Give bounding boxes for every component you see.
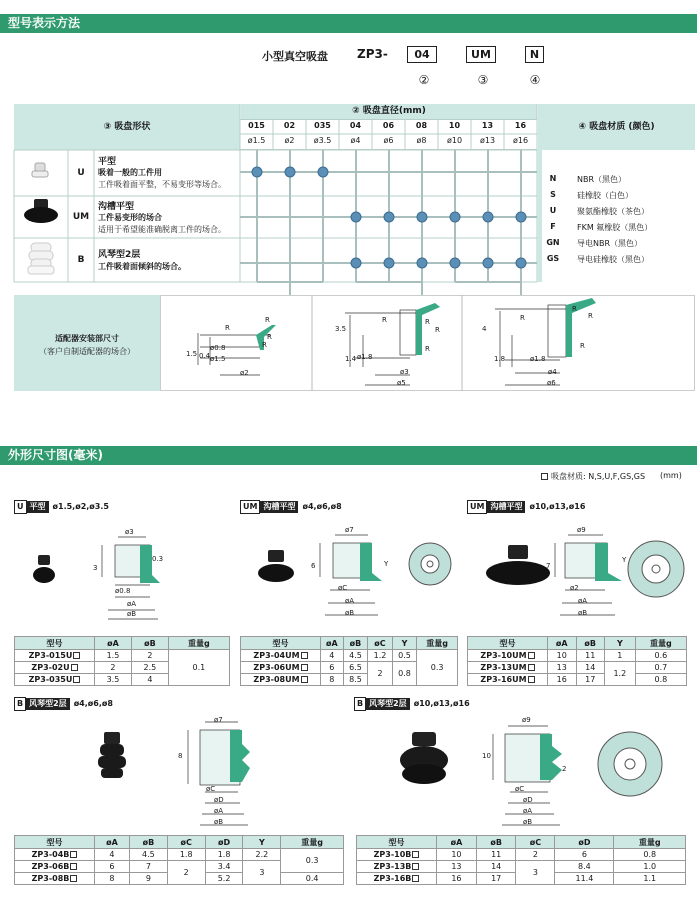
cell: 3 <box>516 861 555 885</box>
type-code-u: U <box>77 168 85 178</box>
cell: 0.4 <box>281 873 344 885</box>
cell: 5.2 <box>205 873 243 885</box>
mat-name-u: 聚氨酯橡胶（茶色） <box>577 207 649 216</box>
cell: 4.5 <box>129 849 167 861</box>
b2-dc: øC <box>515 785 525 793</box>
cup-photo-b-large <box>400 732 448 784</box>
a3-h4: 4 <box>482 325 487 333</box>
size-06: 06 <box>382 121 395 130</box>
th: øB <box>343 637 368 650</box>
cup-photo-u <box>33 555 55 583</box>
cell: 9 <box>129 873 167 885</box>
mat-code-gn: GN <box>546 238 560 247</box>
checkbox[interactable] <box>528 676 535 683</box>
top-view-b-large <box>598 732 662 796</box>
diam-6: ø6 <box>383 136 394 145</box>
cup-icon-b <box>28 243 54 274</box>
th: 重量g <box>614 836 686 849</box>
a1-d2: ø2 <box>240 369 249 377</box>
th: øD <box>555 836 614 849</box>
um1-h6: 6 <box>311 562 316 570</box>
cell: 0.3 <box>281 849 344 873</box>
material-list <box>537 150 695 282</box>
size-08: 08 <box>415 121 428 130</box>
a3-d4: ø4 <box>548 368 557 376</box>
mat-name-s: 硅橡胶（白色） <box>577 191 633 200</box>
g4-name: 风琴型2层 <box>26 698 70 710</box>
b2-dd: øD <box>523 796 533 804</box>
a2-h35: 3.5 <box>335 325 347 333</box>
cell: 6 <box>321 662 344 674</box>
mat-name-gs: 导电硅橡胶（黑色） <box>577 255 649 264</box>
mat-code-f: F <box>550 222 556 231</box>
cell: 1 <box>604 650 635 662</box>
material-note-text: 吸盘材质: N,S,U,F,GS,GS <box>551 472 646 481</box>
u-03: 0.3 <box>152 555 164 563</box>
cell: 2 <box>131 650 168 662</box>
cell: 16 <box>437 873 477 885</box>
b1-dd: øD <box>214 796 224 804</box>
table-b-large <box>356 835 686 885</box>
header-shape: ③ 吸盘形状 <box>14 104 240 150</box>
th: 重量g <box>417 637 458 650</box>
cell: 4.5 <box>343 650 368 662</box>
um2-db: øB <box>578 609 588 617</box>
checkbox[interactable] <box>412 851 419 858</box>
type-line1-um: 工件易变形的场合 <box>98 213 162 222</box>
cell: 2 <box>167 861 205 885</box>
um2-da: øA <box>578 597 588 605</box>
um1-da: øA <box>345 597 355 605</box>
mat-name-gn: 导电NBR（黑色） <box>577 239 643 248</box>
cell: 1.8 <box>167 849 205 861</box>
dim-drawings-bottom <box>0 712 697 832</box>
table-u <box>14 636 230 686</box>
checkbox[interactable] <box>412 863 419 870</box>
cell: 13 <box>437 861 477 873</box>
cell: 1.0 <box>614 861 686 873</box>
th: 重量g <box>281 836 344 849</box>
checkbox[interactable] <box>70 863 77 870</box>
table-row <box>241 650 458 662</box>
size-10: 10 <box>448 121 461 130</box>
th: øA <box>95 637 132 650</box>
g4-sizes: ø4,ø6,ø8 <box>73 699 113 708</box>
checkbox[interactable] <box>301 664 308 671</box>
type-title-b: 风琴型2层 <box>98 250 141 260</box>
g3-key: UM <box>467 500 487 514</box>
th: øC <box>516 836 555 849</box>
model: ZP3-06UM <box>253 663 300 672</box>
cell: 4 <box>95 849 130 861</box>
cell: 0.8 <box>614 849 686 861</box>
mat-code-u: U <box>549 206 557 215</box>
top-view-um-small <box>409 543 451 585</box>
model-prefix: ZP3- <box>357 47 388 61</box>
cup-icon-u <box>32 163 48 177</box>
cell: 14 <box>576 662 604 674</box>
circle-3: ③ <box>477 73 489 87</box>
cell: 2.5 <box>131 662 168 674</box>
b1-da: øA <box>214 807 224 815</box>
a1-d15: ø1.5 <box>210 355 226 363</box>
diam-2: ø2 <box>284 136 295 145</box>
th: øB <box>576 637 604 650</box>
th: Y <box>243 836 281 849</box>
cell: 11 <box>576 650 604 662</box>
a1-h04: 0.4 <box>199 352 211 360</box>
a3-d18: ø1.8 <box>530 355 546 363</box>
model: ZP3-04UM <box>253 651 300 660</box>
diam-8: ø8 <box>416 136 427 145</box>
model: ZP3-08UM <box>253 675 300 684</box>
mat-code-n: N <box>549 174 557 183</box>
checkbox[interactable] <box>301 652 308 659</box>
a2-r2: R <box>425 318 430 326</box>
th: 重量g <box>168 637 229 650</box>
th: øA <box>321 637 344 650</box>
cup-photo-um-large <box>486 545 550 585</box>
th: øA <box>548 637 577 650</box>
model: ZP3-10B <box>373 850 412 859</box>
size-035: 035 <box>314 121 331 130</box>
cell: 11.4 <box>555 873 614 885</box>
a3-d6: ø6 <box>547 379 556 387</box>
unit-label: (mm) <box>660 471 682 480</box>
cell: 16 <box>548 674 577 686</box>
model: ZP3-16B <box>373 874 412 883</box>
th: øD <box>205 836 243 849</box>
cell: 2.2 <box>243 849 281 861</box>
model: ZP3-10UM <box>480 651 527 660</box>
cell: 14 <box>476 861 516 873</box>
th: øC <box>368 637 393 650</box>
diam-3-5: ø3.5 <box>313 136 332 145</box>
th: 重量g <box>635 637 686 650</box>
g3-name: 沟槽平型 <box>487 501 525 513</box>
section-title-model: 型号表示方法 <box>0 14 697 33</box>
th: øA <box>437 836 477 849</box>
type-line2-u: 工件吸着面平整，不易变形等场合。 <box>98 180 226 189</box>
diam-16: ø16 <box>512 136 529 145</box>
checkbox[interactable] <box>301 676 308 683</box>
cell: 0.5 <box>392 650 417 662</box>
code-material: N <box>525 46 544 63</box>
cell: 6.5 <box>343 662 368 674</box>
cell: 2 <box>95 662 132 674</box>
um1-dc: øC <box>338 584 348 592</box>
um1-d7: ø7 <box>345 526 354 534</box>
section-title-dimensions: 外形尺寸图(毫米) <box>0 446 697 465</box>
mat-code-gs: GS <box>546 254 560 263</box>
cell: 3.5 <box>95 674 132 686</box>
top-view-um-large <box>628 541 684 597</box>
cell: 1.8 <box>205 849 243 861</box>
a1-d08: ø0.8 <box>210 344 226 352</box>
u-db: øB <box>127 610 137 618</box>
um2-h7: 7 <box>546 562 551 570</box>
table-um-large <box>467 636 687 686</box>
table-row <box>15 849 344 861</box>
g1-sizes: ø1.5,ø2,ø3.5 <box>52 502 109 511</box>
cell: 1.1 <box>614 873 686 885</box>
a2-d3: ø3 <box>400 368 409 376</box>
table-row <box>357 861 686 873</box>
type-code-b: B <box>77 255 85 265</box>
model: ZP3-035U <box>28 675 73 684</box>
cell: 11 <box>476 849 516 861</box>
cell: 8 <box>321 674 344 686</box>
checkbox[interactable] <box>70 851 77 858</box>
th: øA <box>95 836 130 849</box>
g5-key: B <box>354 697 366 711</box>
u-da: øA <box>127 600 137 608</box>
model: ZP3-16UM <box>480 675 527 684</box>
size-015: 015 <box>248 121 265 130</box>
cell: 4 <box>131 674 168 686</box>
checkbox[interactable] <box>528 664 535 671</box>
model-name: 小型真空吸盘 <box>262 50 328 63</box>
table-row <box>468 650 687 662</box>
checkbox[interactable] <box>71 664 78 671</box>
model: ZP3-015U <box>28 651 73 660</box>
cell: 8.4 <box>555 861 614 873</box>
cell: 2 <box>368 662 393 686</box>
th: 型号 <box>357 836 437 849</box>
size-02: 02 <box>283 121 296 130</box>
a2-r1: R <box>382 316 387 324</box>
type-line2-um: 适用于希望能准确脱离工件的场合。 <box>98 225 226 234</box>
um2-d9: ø9 <box>577 526 586 534</box>
model: ZP3-13UM <box>480 663 527 672</box>
checkbox[interactable] <box>528 652 535 659</box>
a2-r3: R <box>435 326 440 334</box>
header-material: ④ 吸盘材质 (颜色) <box>537 104 695 150</box>
u-d3: ø3 <box>125 528 134 536</box>
cell: 17 <box>576 674 604 686</box>
g3-sizes: ø10,ø13,ø16 <box>529 502 586 511</box>
th: Y <box>604 637 635 650</box>
um1-db: øB <box>345 609 355 617</box>
checkbox[interactable] <box>70 875 77 882</box>
cell: 0.7 <box>635 662 686 674</box>
um1-y: Y <box>384 560 389 568</box>
g5-name: 风琴型2层 <box>366 698 410 710</box>
cell: 7 <box>129 861 167 873</box>
cup-photo-um-small <box>258 550 294 582</box>
code-diameter: 04 <box>407 46 437 63</box>
cell: 1.2 <box>368 650 393 662</box>
size-04: 04 <box>349 121 362 130</box>
b1-d7: ø7 <box>214 716 223 724</box>
type-title-um: 沟槽平型 <box>98 202 135 212</box>
table-b-small <box>14 835 344 885</box>
cell: 6 <box>555 849 614 861</box>
b2-da: øA <box>523 807 533 815</box>
g1-name: 平型 <box>27 501 49 513</box>
g2-name: 沟槽平型 <box>260 501 298 513</box>
size-16: 16 <box>514 121 527 130</box>
table-row <box>468 674 687 686</box>
b2-h2: 2 <box>562 765 567 773</box>
b1-dc: øC <box>206 785 216 793</box>
mat-name-f: FKM 氟橡胶（黑色） <box>577 223 653 232</box>
b2-h10: 10 <box>482 752 491 760</box>
circle-4: ④ <box>529 73 541 87</box>
checkbox[interactable] <box>73 652 80 659</box>
checkbox[interactable] <box>412 875 419 882</box>
model: ZP3-02U <box>31 663 70 672</box>
diam-10: ø10 <box>446 136 463 145</box>
type-line1-u: 吸着一般的工件用 <box>98 168 162 177</box>
a1-r3: R <box>267 333 272 341</box>
th: øB <box>129 836 167 849</box>
cell: 10 <box>437 849 477 861</box>
g2-sizes: ø4,ø6,ø8 <box>302 502 342 511</box>
type-code-um: UM <box>72 212 90 222</box>
a2-h14: 1.4 <box>345 355 357 363</box>
cell: 0.1 <box>168 650 229 686</box>
cell: 6 <box>95 861 130 873</box>
adapter-title: 适配器安装部尺寸 <box>55 334 119 343</box>
b1-db: øB <box>214 818 224 826</box>
adapter-label-panel <box>14 295 160 391</box>
g5-sizes: ø10,ø13,ø16 <box>413 699 470 708</box>
model: ZP3-08B <box>31 874 70 883</box>
a1-h15: 1.5 <box>186 350 198 358</box>
diam-1-5: ø1.5 <box>247 136 266 145</box>
checkbox[interactable] <box>73 676 80 683</box>
size-13: 13 <box>481 121 494 130</box>
cell: 1.2 <box>604 662 635 686</box>
cell: 10 <box>548 650 577 662</box>
group-label-u-flat <box>14 500 109 513</box>
cup-photo-b-small <box>98 732 126 778</box>
g4-key: B <box>14 697 26 711</box>
um2-d2: ø2 <box>570 584 579 592</box>
cell: 17 <box>476 873 516 885</box>
table-row <box>468 662 687 674</box>
um2-y: Y <box>622 556 627 564</box>
b1-h8: 8 <box>178 752 183 760</box>
table-um-small <box>240 636 458 686</box>
mat-name-n: NBR（黑色） <box>577 175 627 184</box>
type-line1-b: 工件吸着面倾斜的场合。 <box>98 262 186 271</box>
b2-d9: ø9 <box>522 716 531 724</box>
group-label-b-small <box>14 697 113 710</box>
u-d08: ø0.8 <box>115 587 131 595</box>
a2-d18: ø1.8 <box>357 353 373 361</box>
th: 型号 <box>15 637 95 650</box>
cup-icon-um <box>24 199 58 223</box>
model: ZP3-06B <box>31 862 70 871</box>
model: ZP3-13B <box>373 862 412 871</box>
cell: 3 <box>243 861 281 885</box>
cell: 3.4 <box>205 861 243 873</box>
diam-13: ø13 <box>479 136 496 145</box>
mat-code-s: S <box>550 190 556 199</box>
header-diameter: ② 吸盘直径(mm) <box>240 104 537 119</box>
a3-r2: R <box>572 305 577 313</box>
th: øC <box>167 836 205 849</box>
a1-r1: R <box>225 324 230 332</box>
cell: 0.8 <box>635 674 686 686</box>
a1-r2: R <box>265 316 270 324</box>
a3-r1: R <box>520 314 525 322</box>
a3-h18: 1.8 <box>494 355 506 363</box>
table-row <box>15 650 230 662</box>
cell: 0.8 <box>392 662 417 686</box>
cell: 4 <box>321 650 344 662</box>
group-label-um-large <box>467 500 585 513</box>
cell: 8 <box>95 873 130 885</box>
circle-2: ② <box>418 73 430 87</box>
b2-db: øB <box>523 818 533 826</box>
th: øB <box>476 836 516 849</box>
cell: 0.3 <box>417 650 458 686</box>
a1-r4: R <box>262 341 267 349</box>
a3-r3: R <box>588 312 593 320</box>
material-note <box>540 471 645 482</box>
a2-r4: R <box>425 345 430 353</box>
material-stripe <box>537 150 542 282</box>
th: 型号 <box>241 637 321 650</box>
model: ZP3-04B <box>31 850 70 859</box>
cell: 0.6 <box>635 650 686 662</box>
th: 型号 <box>15 836 95 849</box>
type-title-u: 平型 <box>98 157 117 167</box>
diam-4: ø4 <box>350 136 361 145</box>
code-shape: UM <box>466 46 496 63</box>
cell: 1.5 <box>95 650 132 662</box>
a3-r4: R <box>580 342 585 350</box>
th: Y <box>392 637 417 650</box>
cell: 2 <box>516 849 555 861</box>
adapter-subtitle: （客户自制适配器的场合） <box>39 347 135 356</box>
th: 型号 <box>468 637 548 650</box>
g1-key: U <box>14 500 27 514</box>
u-h3: 3 <box>93 564 98 572</box>
g2-key: UM <box>240 500 260 514</box>
table-row <box>357 849 686 861</box>
cell: 8.5 <box>343 674 368 686</box>
group-label-um-small <box>240 500 342 513</box>
group-label-b-large <box>354 697 470 710</box>
cell: 13 <box>548 662 577 674</box>
a2-d5: ø5 <box>397 379 406 387</box>
th: øB <box>131 637 168 650</box>
